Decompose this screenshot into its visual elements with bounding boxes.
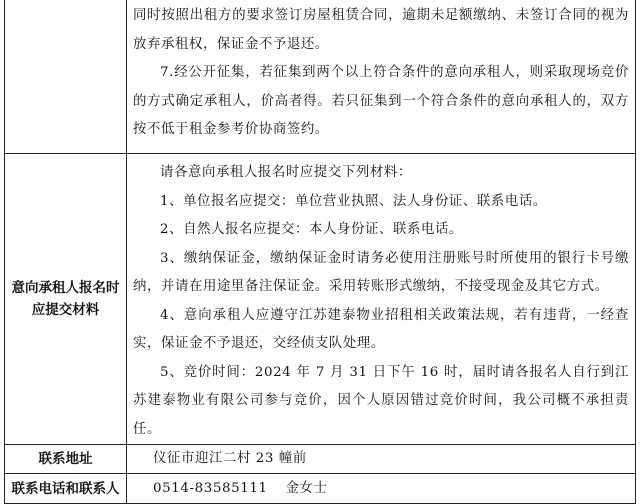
rules-paragraph-7: 7.经公开征集，若征集到两个以上符合条件的意向承租人，则采取现场竞价的方式确定承租人，价高者得。若只征集到一个符合条件的意向承租人的，双方按不低于租金参考价协商签约。 bbox=[133, 65, 629, 137]
materials-label-line2: 应提交材料 bbox=[31, 302, 100, 318]
rules-continuation-cell bbox=[127, 0, 636, 154]
materials-item-5: 5、竞价时间：2024 年 7 月 31 日下午 16 时，届时请各报名人自行到江苏建泰物业有限公司参与竞价，因个人原因错过竞价时间，我公司概不承担责任。 bbox=[133, 364, 629, 437]
table-row bbox=[5, 445, 636, 474]
table-row bbox=[5, 0, 636, 154]
materials-content-cell bbox=[127, 154, 636, 445]
table-row bbox=[5, 154, 636, 445]
contact-phone-number: 0514-83585111 bbox=[153, 480, 268, 496]
empty-label-cell bbox=[5, 0, 127, 154]
materials-item-1: 1、单位报名应提交：单位营业执照、法人身份证、联系电话。 bbox=[160, 193, 547, 209]
materials-label-cell bbox=[5, 154, 127, 445]
materials-label-line1: 意向承租人报名时 bbox=[11, 280, 120, 296]
contact-phone-label: 联系电话和联系人 bbox=[5, 474, 127, 504]
materials-item-2: 2、自然人报名应提交：本人身份证、联系电话。 bbox=[160, 222, 463, 237]
contact-address-label: 联系地址 bbox=[5, 445, 127, 474]
contact-phone-value-cell bbox=[127, 474, 636, 504]
materials-item-4: 4、意向承租人应遵守江苏建泰物业招租相关政策法规，若有违背，一经查实，保证金不予退还，交经侦支队处理。 bbox=[133, 307, 629, 351]
materials-item-3: 3、缴纳保证金，缴纳保证金时请务必使用注册账号时所使用的银行卡号缴纳，并请在用途里备注保证金。采用转账形式缴纳，不接受现金及其它方式。 bbox=[133, 250, 629, 294]
contact-address-value: 仪征市迎江二村 23 幢前 bbox=[127, 445, 636, 474]
rules-paragraph-continued: 同时按照出租方的要求签订房屋租赁合同，逾期未足额缴纳、未签订合同的视为放弃承租权，保证金不予退还。 bbox=[133, 8, 629, 52]
notice-table bbox=[4, 0, 636, 504]
materials-intro: 请各意向承租人报名时应提交下列材料： bbox=[160, 165, 412, 180]
contact-person: 金女士 bbox=[285, 480, 328, 496]
table-row bbox=[5, 474, 636, 504]
